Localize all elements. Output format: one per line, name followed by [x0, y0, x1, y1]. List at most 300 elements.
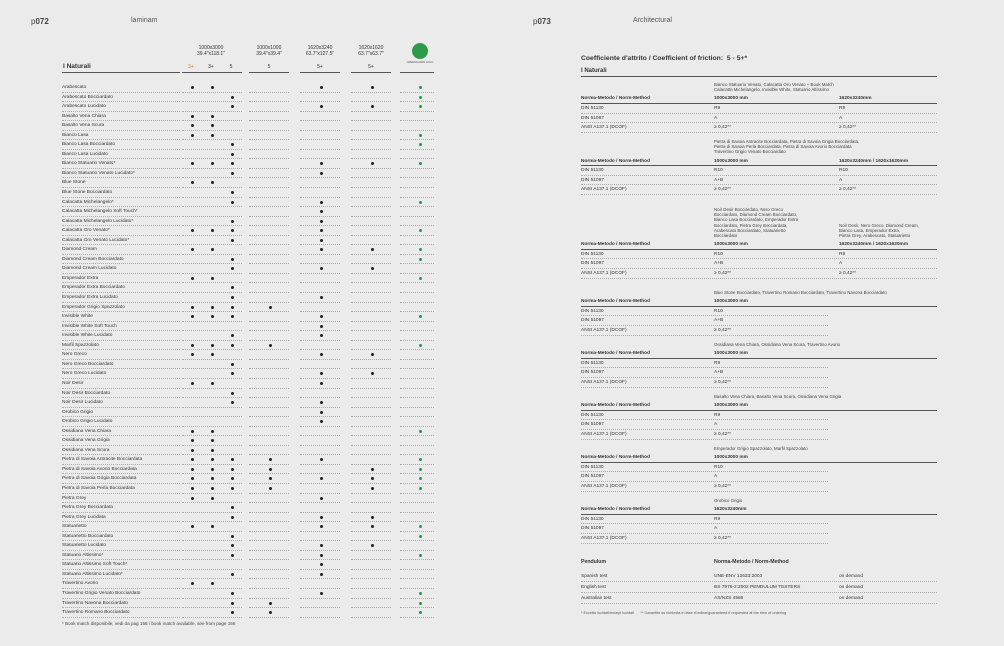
table-row — [62, 83, 434, 93]
friction-cell: ANSI A137.1 (DCOF) — [581, 271, 627, 276]
page-number: p072 — [31, 17, 49, 26]
table-row — [62, 474, 434, 484]
divider — [62, 72, 180, 73]
divider — [351, 72, 391, 73]
table-row — [62, 112, 434, 122]
table-cell — [400, 236, 434, 246]
friction-cell: ANSI A137.1 (DCOF) — [581, 187, 627, 193]
table-cell — [249, 245, 289, 255]
table-cell — [300, 446, 340, 456]
table-cell — [400, 226, 434, 236]
pendulum-cell: English test — [581, 585, 606, 590]
availability-dot — [269, 602, 272, 605]
table-cell — [351, 226, 391, 236]
friction-row — [581, 114, 937, 124]
table-row — [62, 560, 434, 570]
table-row — [62, 312, 434, 322]
friction-cell: DIN 51130 — [581, 412, 604, 418]
material-name: Ossidiana Vena Scura — [62, 446, 180, 456]
divider — [182, 72, 242, 73]
availability-dot — [211, 344, 214, 347]
availability-dot — [231, 344, 234, 347]
material-name: Nero Greco Lucidato — [62, 369, 180, 379]
table-cell — [400, 541, 434, 551]
friction-cell: ANSI A137.1 (DCOF) — [581, 432, 627, 437]
material-list-line: Pietra di Savoia Antracite Bocciardata, Pietra di Savoia Grigia Bocciardata, — [714, 139, 860, 144]
table-cell — [249, 217, 289, 227]
material-table — [62, 83, 434, 618]
table-row — [62, 427, 434, 437]
table-cell — [400, 83, 434, 93]
method-header-row — [581, 453, 937, 463]
divider — [400, 72, 434, 73]
material-name: Calacatta Michelangelo* — [62, 198, 180, 208]
friction-cell: ≥ 0,42** — [714, 380, 732, 385]
table-cell — [249, 369, 289, 379]
availability-dot — [320, 325, 323, 328]
availability-dot — [231, 191, 234, 194]
divider — [581, 76, 937, 77]
table-cell — [249, 140, 289, 150]
table-cell — [300, 427, 340, 437]
header-cell: 1620x3240mm / 1620x1620mm — [839, 158, 909, 164]
friction-cell: ≥ 0,42** — [839, 125, 857, 131]
availability-dot — [320, 239, 323, 242]
table-cell — [400, 465, 434, 475]
friction-cell: DIN 51097 — [581, 474, 604, 480]
table-cell — [351, 140, 391, 150]
table-cell — [249, 322, 289, 332]
table-cell — [400, 331, 434, 341]
table-cell — [400, 369, 434, 379]
table-cell — [400, 417, 434, 427]
availability-dot — [191, 430, 194, 433]
availability-dot — [231, 592, 234, 595]
table-cell — [249, 589, 289, 599]
friction-row — [581, 515, 828, 525]
table-row — [62, 579, 434, 589]
friction-cell: A — [839, 115, 843, 121]
divider — [249, 72, 289, 73]
table-cell — [351, 303, 391, 313]
table-cell — [351, 455, 391, 465]
table-cell — [249, 102, 289, 112]
thickness-label: 3+ — [188, 64, 194, 70]
material-list — [714, 82, 834, 92]
table-row — [62, 150, 434, 160]
table-cell — [249, 379, 289, 389]
friction-cell: R9 — [714, 360, 721, 366]
table-cell — [300, 503, 340, 513]
friction-row — [581, 166, 937, 176]
header-cell: 1620x3240mm — [839, 96, 872, 102]
availability-dot — [320, 411, 323, 414]
table-row — [62, 207, 434, 217]
table-cell — [249, 331, 289, 341]
material-name: Bianco Statuario Venato Lucidato* — [62, 169, 180, 179]
eco-availability-dot — [419, 602, 422, 605]
thickness-label: 5+ — [368, 64, 374, 70]
table-cell — [182, 560, 242, 570]
table-cell — [400, 589, 434, 599]
table-title: I Naturali — [63, 63, 91, 70]
availability-dot — [231, 306, 234, 309]
table-row — [62, 570, 434, 580]
table-cell — [249, 427, 289, 437]
material-list — [714, 290, 887, 295]
friction-cell: DIN 51130 — [581, 251, 604, 257]
material-name: Pietra di Savoia Grigia Bocciardata — [62, 474, 180, 484]
friction-cell: DIN 51130 — [581, 106, 604, 111]
table-cell — [400, 255, 434, 265]
table-cell — [351, 341, 391, 351]
table-cell — [351, 293, 391, 303]
table-cell — [351, 121, 391, 131]
material-name: Noir Desir — [62, 379, 180, 389]
table-cell — [300, 599, 340, 609]
availability-dot — [211, 497, 214, 500]
table-cell — [400, 350, 434, 360]
friction-cell: ≥ 0,42** — [839, 187, 857, 193]
table-cell — [300, 303, 340, 313]
table-cell — [249, 159, 289, 169]
eco-availability-dot — [419, 277, 422, 280]
table-cell — [400, 484, 434, 494]
table-cell — [300, 389, 340, 399]
material-list-line: Emperador Grigio Spazzolato, Marfil Spazzolato — [714, 446, 808, 451]
material-list-line: Basalto Vena Chiara, Basalto Vena Scura, Ossidiana Vena Grigia — [714, 394, 842, 399]
table-row — [62, 303, 434, 313]
availability-dot — [269, 468, 272, 471]
table-cell — [249, 532, 289, 542]
table-cell — [351, 274, 391, 284]
table-cell — [351, 93, 391, 103]
table-cell — [400, 494, 434, 504]
table-cell — [400, 436, 434, 446]
material-list-line: Pietra Grey, Arabescato, Statuarietto — [839, 233, 911, 238]
material-list — [714, 446, 808, 451]
table-cell — [351, 446, 391, 456]
table-cell — [400, 169, 434, 179]
material-list-line: Calacatta Michelangelo, Invisible White, Statuario Altissimo — [714, 87, 829, 93]
friction-cell: A+B — [714, 261, 724, 267]
friction-cell: R9 — [714, 516, 721, 522]
availability-dot — [211, 115, 214, 118]
logo-caption: GREENGUARD GOLD — [406, 61, 434, 64]
table-cell — [249, 188, 289, 198]
table-row — [62, 551, 434, 561]
table-row — [62, 102, 434, 112]
availability-dot — [191, 277, 194, 280]
table-cell — [249, 178, 289, 188]
thickness-label: 5 — [229, 64, 233, 70]
pendulum-row — [581, 594, 937, 604]
table-cell — [400, 341, 434, 351]
table-row — [62, 322, 434, 332]
table-cell — [351, 398, 391, 408]
table-cell — [249, 446, 289, 456]
table-cell — [300, 112, 340, 122]
availability-dot — [231, 602, 234, 605]
table-cell — [249, 112, 289, 122]
table-cell — [249, 541, 289, 551]
thickness-label: 3+ — [208, 64, 214, 70]
eco-availability-dot — [419, 96, 422, 99]
table-row — [62, 159, 434, 169]
header-cell: Norma-Metodo / Norm-Method — [581, 351, 651, 357]
material-name: Ossidiana Vena Grigia — [62, 436, 180, 446]
table-cell — [400, 140, 434, 150]
table-cell — [249, 93, 289, 103]
table-cell — [249, 360, 289, 370]
table-cell — [400, 112, 434, 122]
table-cell — [400, 159, 434, 169]
table-row — [62, 360, 434, 370]
friction-cell: DIN 51130 — [581, 168, 604, 174]
availability-dot — [211, 382, 214, 385]
friction-row — [581, 368, 828, 378]
availability-dot — [231, 96, 234, 99]
table-cell — [182, 417, 242, 427]
friction-row — [581, 104, 937, 114]
table-cell — [249, 417, 289, 427]
availability-dot — [231, 239, 234, 242]
availability-dot — [231, 573, 234, 576]
friction-cell: A+B — [714, 318, 724, 324]
table-row — [62, 589, 434, 599]
friction-row — [581, 411, 828, 421]
table-cell — [351, 283, 391, 293]
table-cell — [351, 236, 391, 246]
friction-cell: R10 — [714, 251, 723, 257]
availability-dot — [231, 554, 234, 557]
availability-dot — [269, 344, 272, 347]
friction-row — [581, 524, 828, 534]
availability-dot — [231, 201, 234, 204]
table-cell — [400, 455, 434, 465]
table-cell — [249, 169, 289, 179]
material-name: Noir Desir Bocciardato — [62, 389, 180, 399]
table-row — [62, 140, 434, 150]
table-cell — [400, 513, 434, 523]
table-cell — [351, 178, 391, 188]
material-name: Calacatta Michelangelo Lucidato* — [62, 217, 180, 227]
table-cell — [300, 465, 340, 475]
availability-dot — [371, 487, 374, 490]
friction-cell: ANSI A137.1 (DCOF) — [581, 536, 627, 541]
table-cell — [400, 121, 434, 131]
table-cell — [400, 93, 434, 103]
availability-dot — [191, 86, 194, 89]
material-name: Bianco Lasa Lucidato — [62, 150, 180, 160]
availability-dot — [231, 153, 234, 156]
table-row — [62, 369, 434, 379]
table-cell — [182, 207, 242, 217]
header-cell: 1000x3000 mm — [714, 403, 748, 409]
table-cell — [249, 389, 289, 399]
material-list — [714, 498, 742, 503]
friction-cell: R9 — [714, 412, 721, 418]
pendulum-header-row — [581, 558, 937, 568]
material-list-line: Arabescato Bocciardato, Statuarietto — [714, 227, 786, 233]
friction-cell: ≥ 0,42** — [714, 328, 732, 333]
table-cell — [300, 255, 340, 265]
section-title: I Naturali — [581, 68, 607, 74]
material-name: Orobico Grigio Lucidato — [62, 417, 180, 427]
material-name: Travertino Grigio Venato Bocciardato — [62, 589, 180, 599]
availability-dot — [231, 468, 234, 471]
material-name: Marfil Spazzolato — [62, 341, 180, 351]
table-row — [62, 331, 434, 341]
availability-dot — [191, 134, 194, 137]
eco-availability-dot — [419, 592, 422, 595]
table-cell — [300, 93, 340, 103]
friction-cell: ANSI A137.1 (DCOF) — [581, 484, 627, 489]
pendulum-cell: Australian test — [581, 596, 612, 601]
availability-dot — [371, 468, 374, 471]
table-row — [62, 217, 434, 227]
footnote: * Book match disponibile, vedi da pag 156 / book match available, see from page 156 — [62, 621, 236, 626]
friction-cell: A — [839, 261, 843, 267]
table-cell — [249, 570, 289, 580]
friction-cell: DIN 51130 — [581, 360, 604, 366]
pendulum-cell: UNE-ENV 12633:2003 — [714, 574, 763, 579]
material-list-line: Orobico Grigio — [714, 498, 743, 503]
format-header: 1620x1620 63.7"x63.7" — [358, 45, 384, 57]
availability-dot — [211, 430, 214, 433]
table-cell — [351, 207, 391, 217]
friction-cell: DIN 51097 — [581, 115, 604, 121]
friction-row — [581, 378, 828, 388]
table-row — [62, 541, 434, 551]
table-cell — [351, 408, 391, 418]
material-name: Travertino Avorio — [62, 579, 180, 589]
friction-row — [581, 307, 828, 317]
material-name: Statuarietto Lucidato — [62, 541, 180, 551]
availability-dot — [191, 468, 194, 471]
table-cell — [182, 408, 242, 418]
material-name: Travertino Navona Bocciardato — [62, 599, 180, 609]
table-cell — [400, 522, 434, 532]
material-name: Orobico Grigio — [62, 408, 180, 418]
table-row — [62, 341, 434, 351]
page-title: laminam — [131, 17, 158, 24]
friction-cell: DIN 51097 — [581, 318, 604, 324]
table-cell — [351, 312, 391, 322]
table-cell — [351, 417, 391, 427]
friction-row — [581, 482, 828, 492]
material-list-line: Ossidiana Vena Chiara, Ossidiana Vena Scura, Travertino Avorio — [714, 342, 841, 347]
method-header-row — [581, 401, 937, 411]
availability-dot — [231, 172, 234, 175]
header-cell: Norma-Metodo / Norm-Method — [581, 158, 651, 164]
table-row — [62, 245, 434, 255]
header-cell: Norma-Metodo / Norm-Method — [581, 507, 651, 513]
page-number: p073 — [533, 17, 551, 26]
material-list-line: Bocciardato — [714, 233, 738, 239]
table-cell — [400, 570, 434, 580]
table-cell — [400, 599, 434, 609]
table-cell — [249, 350, 289, 360]
availability-dot — [211, 487, 214, 490]
table-cell — [351, 217, 391, 227]
table-cell — [400, 312, 434, 322]
friction-row — [581, 420, 828, 430]
table-cell — [300, 283, 340, 293]
material-list-line: Blue Stone Bocciardato, Travertino Romano Bocciardato, Travertino Navona Bocciardato — [714, 290, 887, 295]
friction-cell: R9 — [714, 106, 721, 111]
friction-cell: A+B — [714, 370, 724, 376]
material-name: Calacatta Oro Venato Lucidato* — [62, 236, 180, 246]
material-name: Pietra Grey Lucidata — [62, 513, 180, 523]
header-cell: Norma-Metodo / Norm-Method — [581, 96, 651, 102]
table-cell — [249, 121, 289, 131]
eco-availability-dot — [419, 430, 422, 433]
method-header-row — [581, 349, 937, 359]
table-cell — [249, 150, 289, 160]
material-list-line: Bianco Statuario Venato, Calacatta Oro Venato + Book Match — [714, 82, 834, 87]
eco-availability-dot — [419, 86, 422, 89]
pendulum-method-header: Norma-Metodo / Norm-Method — [714, 559, 789, 565]
material-name: Calacatta Michelangelo Soft Touch* — [62, 207, 180, 217]
eco-availability-dot — [419, 487, 422, 490]
material-name: Emperador Extra Bocciardato — [62, 283, 180, 293]
table-cell — [249, 198, 289, 208]
table-cell — [249, 503, 289, 513]
table-cell — [351, 188, 391, 198]
friction-row — [581, 123, 937, 133]
material-name: Blue Stone — [62, 178, 180, 188]
table-cell — [300, 178, 340, 188]
eco-availability-dot — [419, 134, 422, 137]
friction-cell: A — [714, 526, 718, 532]
table-cell — [351, 255, 391, 265]
table-cell — [351, 599, 391, 609]
table-cell — [351, 570, 391, 580]
availability-dot — [269, 487, 272, 490]
header-cell: 1000x3000 mm — [714, 299, 748, 305]
eco-availability-dot — [419, 344, 422, 347]
table-cell — [249, 579, 289, 589]
table-cell — [400, 389, 434, 399]
table-row — [62, 532, 434, 542]
material-name: Emperador Extra Lucidato — [62, 293, 180, 303]
table-cell — [300, 579, 340, 589]
material-name: Pietra Grey — [62, 494, 180, 504]
material-name: Invisible White — [62, 312, 180, 322]
availability-dot — [191, 115, 194, 118]
table-cell — [300, 188, 340, 198]
table-row — [62, 283, 434, 293]
availability-dot — [320, 573, 323, 576]
greenguard-logo-icon — [412, 43, 428, 59]
friction-cell: A — [714, 474, 718, 480]
table-row — [62, 188, 434, 198]
availability-dot — [320, 86, 323, 89]
pendulum-row — [581, 572, 937, 582]
material-name: Bianco Lasa — [62, 131, 180, 141]
table-cell — [351, 150, 391, 160]
pendulum-cell: on demand — [839, 585, 864, 590]
header-cell: 1000x3000 mm — [714, 158, 748, 164]
table-row — [62, 274, 434, 284]
table-row — [62, 408, 434, 418]
table-cell — [400, 188, 434, 198]
friction-row — [581, 185, 937, 195]
pendulum-cell: Spanish test — [581, 574, 608, 579]
material-name: Pietra di Savoia Perla Bocciardata — [62, 484, 180, 494]
pendulum-cell: AS/NZS 4586 — [714, 596, 744, 601]
